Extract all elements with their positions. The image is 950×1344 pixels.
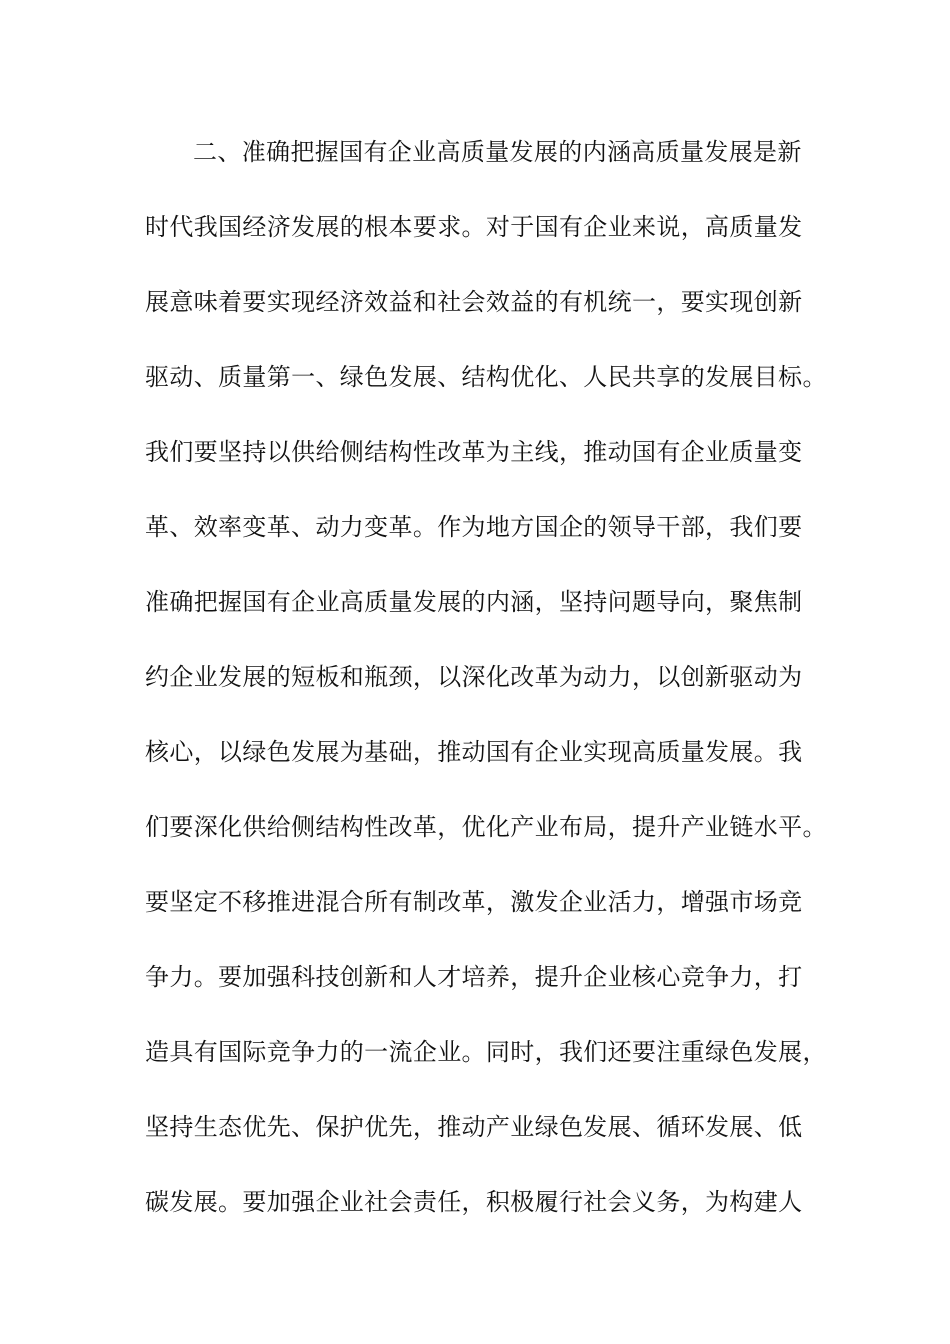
paragraph-line: 坚持生态优先、保护优先，推动产业绿色发展、循环发展、低 (145, 1113, 803, 1141)
paragraph-line: 造具有国际竞争力的一流企业。同时，我们还要注重绿色发展， (145, 1038, 827, 1066)
paragraph-line: 展意味着要实现经济效益和社会效益的有机统一，要实现创新 (145, 288, 803, 316)
paragraph-line: 时代我国经济发展的根本要求。对于国有企业来说，高质量发 (145, 213, 803, 241)
paragraph-line: 准确把握国有企业高质量发展的内涵，坚持问题导向，聚焦制 (145, 588, 803, 616)
paragraph-line: 革、效率变革、动力变革。作为地方国企的领导干部，我们要 (145, 513, 803, 541)
paragraph-line: 碳发展。要加强企业社会责任，积极履行社会义务，为构建人 (145, 1188, 803, 1216)
paragraph-line: 约企业发展的短板和瓶颈，以深化改革为动力，以创新驱动为 (145, 663, 803, 691)
paragraph-line: 核心，以绿色发展为基础，推动国有企业实现高质量发展。我 (145, 738, 803, 766)
paragraph-line: 我们要坚持以供给侧结构性改革为主线，推动国有企业质量变 (145, 438, 803, 466)
paragraph-line: 要坚定不移推进混合所有制改革，激发企业活力，增强市场竞 (145, 888, 803, 916)
paragraph-line: 驱动、质量第一、绿色发展、结构优化、人民共享的发展目标。 (145, 363, 827, 391)
paragraph-line: 们要深化供给侧结构性改革，优化产业布局，提升产业链水平。 (145, 813, 827, 841)
paragraph-line: 二、准确把握国有企业高质量发展的内涵高质量发展是新 (193, 138, 802, 166)
paragraph-line: 争力。要加强科技创新和人才培养，提升企业核心竞争力，打 (145, 963, 803, 991)
body-paragraph (145, 130, 825, 1255)
